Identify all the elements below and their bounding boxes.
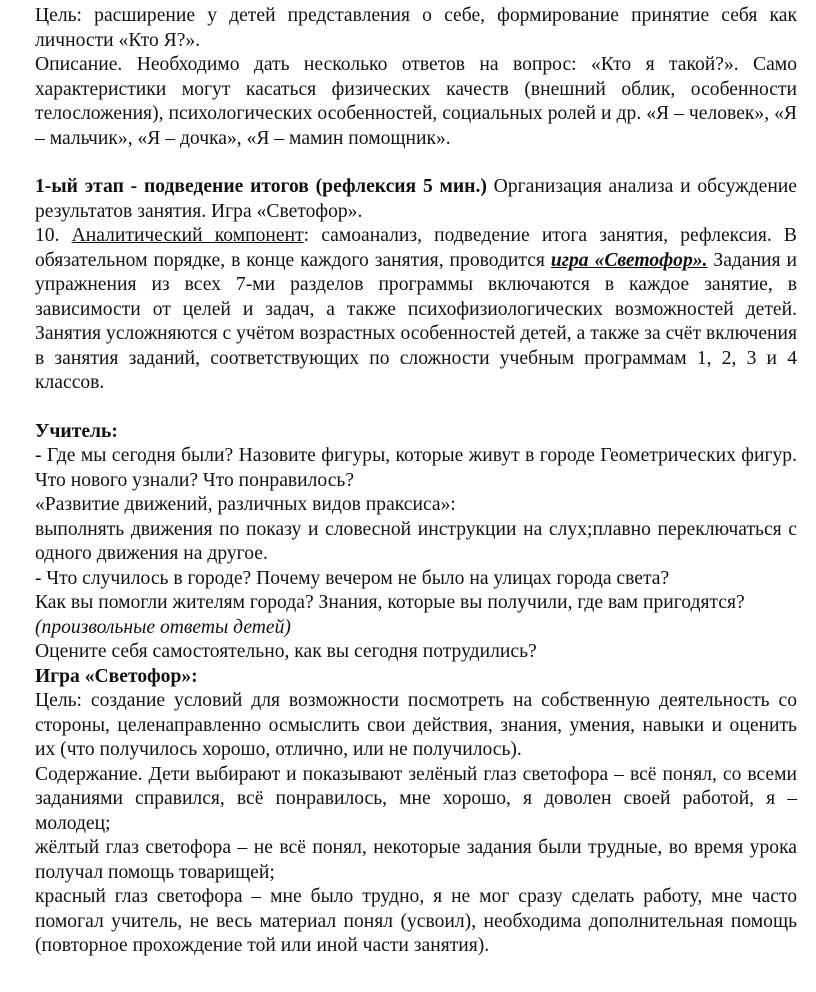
- game-goal: Цель: создание условий для возможности посмотреть на собственную деятельность со стороны, целенаправленно осмыслить свои действия, знания, умения, навыки и оценить их (что получилось хорошо, отлично, или не получилось).: [35, 690, 797, 760]
- stage1-paragraph: [35, 175, 797, 224]
- teacher-task: выполнять движения по показу и словесной инструкции на слух;плавно переключаться с одного движения на другое.: [35, 518, 797, 564]
- game-heading: Игра «Светофор»:: [35, 665, 198, 687]
- stage1-text: Организация анализа и обсуждение результатов занятия. Игра «Светофор».: [35, 176, 797, 222]
- spacer: [35, 396, 797, 420]
- document-page: [35, 0, 797, 959]
- item10-text1: : самоанализ, подведение итога занятия, рефлексия. В обязательном порядке, в конце каждого занятия, проводится: [35, 225, 797, 271]
- teacher-answers-note: (произвольные ответы детей): [35, 616, 291, 638]
- teacher-section-title: «Развитие движений, различных видов праксиса»:: [35, 494, 456, 515]
- teacher-question-3: Как вы помогли жителям города? Знания, которые вы получили, где вам пригодятся?: [35, 592, 745, 613]
- intro-goal: Цель: расширение у детей представления о себе, формирование принятие себя как личности «Кто Я?».: [35, 5, 797, 51]
- intro-description: Описание. Необходимо дать несколько ответов на вопрос: «Кто я такой?». Само характеристики могут касаться физических качеств (внешний облик, особенности телосложения), психологических особенностей, социальных ролей и др. «Я – человек», «Я – мальчик», «Я – дочка», «Я – мамин помощник».: [35, 54, 797, 149]
- stage1-heading: 1-ый этап - подведение итогов (рефлексия 5 мин.): [35, 176, 487, 197]
- item10-paragraph: [35, 224, 797, 396]
- teacher-question-2: - Что случилось в городе? Почему вечером не было на улицах города света?: [35, 567, 670, 589]
- teacher-question-1: - Где мы сегодня были? Назовите фигуры, которые живут в городе Геометрических фигур. Что нового узнали? Что понравилось?: [35, 445, 797, 491]
- teacher-heading: Учитель:: [35, 420, 118, 442]
- item10-number: 10.: [35, 225, 72, 246]
- item10-text2: Задания и упражнения из всех 7-ми разделов программы включаются в каждое занятие, в зависимости от целей и задач, а также психофизиологических возможностей детей. Занятия усложняются с учётом возрастных особенностей детей, а также за счёт включения в занятия заданий, соответствующих по сложности учебным программам 1, 2, 3 и 4 классов.: [35, 249, 797, 393]
- game-red: красный глаз светофора – мне было трудно, я не мог сразу сделать работу, мне часто помогал учитель, не весь материал понял (усвоил), необходима дополнительная помощь (повторное прохождение той или иной части занятия).: [35, 886, 797, 956]
- game-link[interactable]: игра «Светофор».: [550, 249, 708, 271]
- item10-label: Аналитический компонент: [71, 225, 304, 246]
- game-content: Содержание. Дети выбирают и показывают зелёный глаз светофора – всё понял, со всеми заданиями справился, всё понравилось, мне хорошо, я доволен своей работой, я – молодец;: [35, 763, 797, 834]
- game-yellow: жёлтый глаз светофора – не всё понял, некоторые задания были трудные, во время урока получал помощь товарищей;: [35, 837, 797, 883]
- spacer: [35, 151, 797, 175]
- teacher-self-assess: Оцените себя самостоятельно, как вы сегодня потрудились?: [35, 641, 537, 662]
